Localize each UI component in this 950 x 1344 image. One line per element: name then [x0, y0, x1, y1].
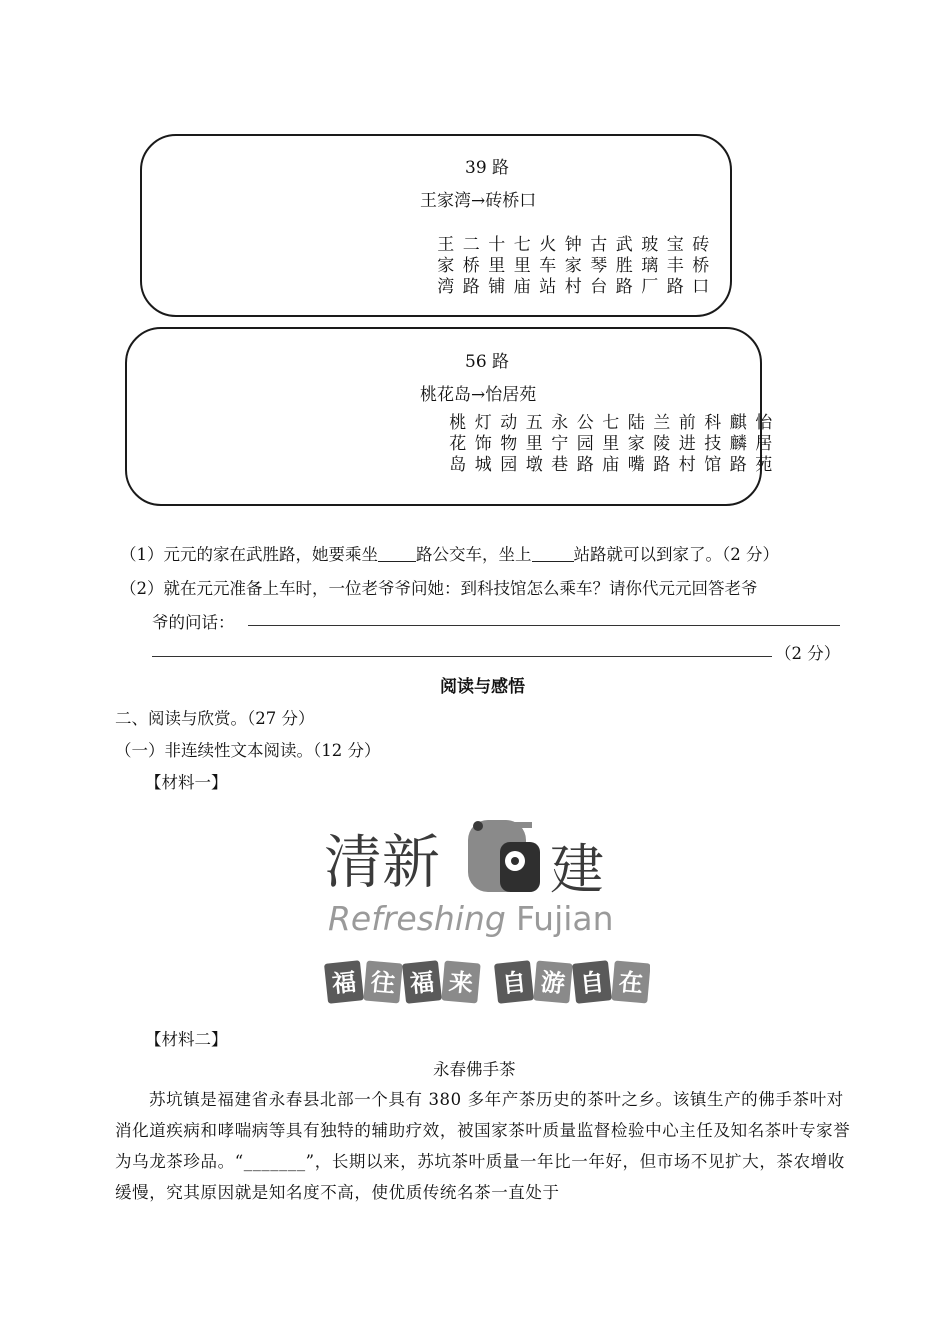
route-56-stop: 兰陵路: [653, 413, 671, 475]
route-56-stop: 麒麟路: [729, 413, 747, 475]
material-2-label: 【材料二】: [145, 1030, 228, 1049]
logo-tile: [441, 961, 480, 1004]
logo-tile-char: 来: [447, 968, 475, 998]
route-56-stop: 前进村: [678, 413, 696, 475]
route-56-stop: 科技馆: [704, 413, 722, 475]
route-56-stop: 七里庙: [602, 413, 620, 475]
question-1-part-b: 路公交车，坐上: [416, 545, 532, 564]
route-39-stop: 二桥路: [462, 235, 480, 297]
logo-chinese-text-1: 清新: [324, 828, 441, 896]
question-2-line2: 爷的问话：: [152, 613, 235, 632]
route-56-direction: 桃花岛→怡居苑: [420, 385, 537, 405]
route-39-stop: 武胜路: [615, 235, 633, 297]
material-1-label: 【材料一】: [145, 773, 228, 792]
route-56-stop: 公园路: [576, 413, 594, 475]
logo-tile: [402, 960, 442, 1004]
article-body: 苏坑镇是福建省永春县北部一个具有 380 多年产茶历史的茶叶之乡。该镇生产的佛手茶叶对消化道疾病和哮喘病等具有独特的辅助疗效，被国家茶叶质量监督检验中心主任及知名茶叶专家誉为乌龙茶珍品。“_______”，长期以来，苏坑茶叶质量一年比一年好，但市场不见扩大，茶农增收缓慢，究其原因就是知名度不高，使优质传统名茶一直处于: [115, 1090, 851, 1202]
logo-tile-char: 福: [330, 967, 358, 999]
route-39-stop: 玻璃厂: [641, 235, 659, 297]
route-39-stop: 火车站: [539, 235, 557, 297]
route-56-stop: 灯饰城: [474, 413, 492, 475]
logo-tile: [494, 960, 534, 1004]
question-2-score: （2 分）: [775, 644, 841, 663]
route-39-number: 39 路: [465, 158, 510, 178]
route-39-direction: 王家湾→砖桥口: [420, 191, 537, 211]
logo-tile-char: 自: [578, 967, 606, 999]
article-title: 永春佛手茶: [433, 1060, 516, 1079]
part-2-1-title: （一）非连续性文本阅读。（12 分）: [115, 741, 381, 760]
logo-tile: [324, 960, 364, 1004]
route-56-stop: 动物园: [500, 413, 518, 475]
route-56-stop: 怡居苑: [755, 413, 773, 475]
part-2-title: 二、阅读与欣赏。（27 分）: [115, 709, 315, 728]
answer-blank-route[interactable]: [378, 560, 416, 562]
logo-tile-char: 往: [369, 968, 397, 998]
route-56-stops: [445, 413, 777, 476]
logo-tile: [572, 960, 612, 1004]
route-39-stop: 钟家村: [564, 235, 582, 297]
logo-tile-char: 自: [500, 967, 528, 999]
logo-english-refreshing: Refreshing: [328, 899, 506, 938]
logo-tile: [611, 961, 650, 1004]
question-1-part-a: （1）元元的家在武胜路，她要乘坐: [120, 545, 378, 564]
route-39-stop: 七里庙: [513, 235, 531, 297]
route-39-stops: [433, 235, 714, 298]
logo-tile-char: 游: [539, 968, 567, 998]
route-56-stop: 陆家嘴: [627, 413, 645, 475]
route-56-stop: 五里墩: [525, 413, 543, 475]
answer-line-1[interactable]: [248, 625, 840, 626]
refreshing-fujian-logo: [320, 812, 650, 1012]
logo-tile: [533, 961, 572, 1004]
logo-slogan-tiles: [324, 960, 650, 1004]
route-56-stop: 桃花岛: [449, 413, 467, 475]
answer-line-2[interactable]: [152, 656, 772, 657]
question-1-part-c: 站路就可以到家了。（2 分）: [573, 545, 779, 564]
route-39-stop: 宝丰路: [666, 235, 684, 297]
logo-tile-char: 福: [408, 967, 436, 999]
route-39-stop: 砖桥口: [692, 235, 710, 297]
logo-tile: [363, 961, 402, 1004]
logo-fu-emblem: [468, 820, 540, 892]
question-2-line1: （2）就在元元准备上车时，一位老爷爷问她：到科技馆怎么乘车？请你代元元回答老爷: [120, 579, 758, 598]
route-39-stop: 古琴台: [590, 235, 608, 297]
logo-tile-char: 在: [617, 968, 645, 998]
logo-english-fujian: Fujian: [516, 899, 614, 938]
answer-blank-stops[interactable]: [532, 560, 574, 562]
route-39-stop: 王家湾: [437, 235, 455, 297]
section-heading: 阅读与感悟: [440, 677, 525, 697]
question-1: [120, 541, 779, 565]
route-56-stop: 永宁巷: [551, 413, 569, 475]
route-39-stop: 十里铺: [488, 235, 506, 297]
route-56-number: 56 路: [465, 352, 510, 372]
logo-chinese-text-2: 建: [550, 838, 604, 901]
